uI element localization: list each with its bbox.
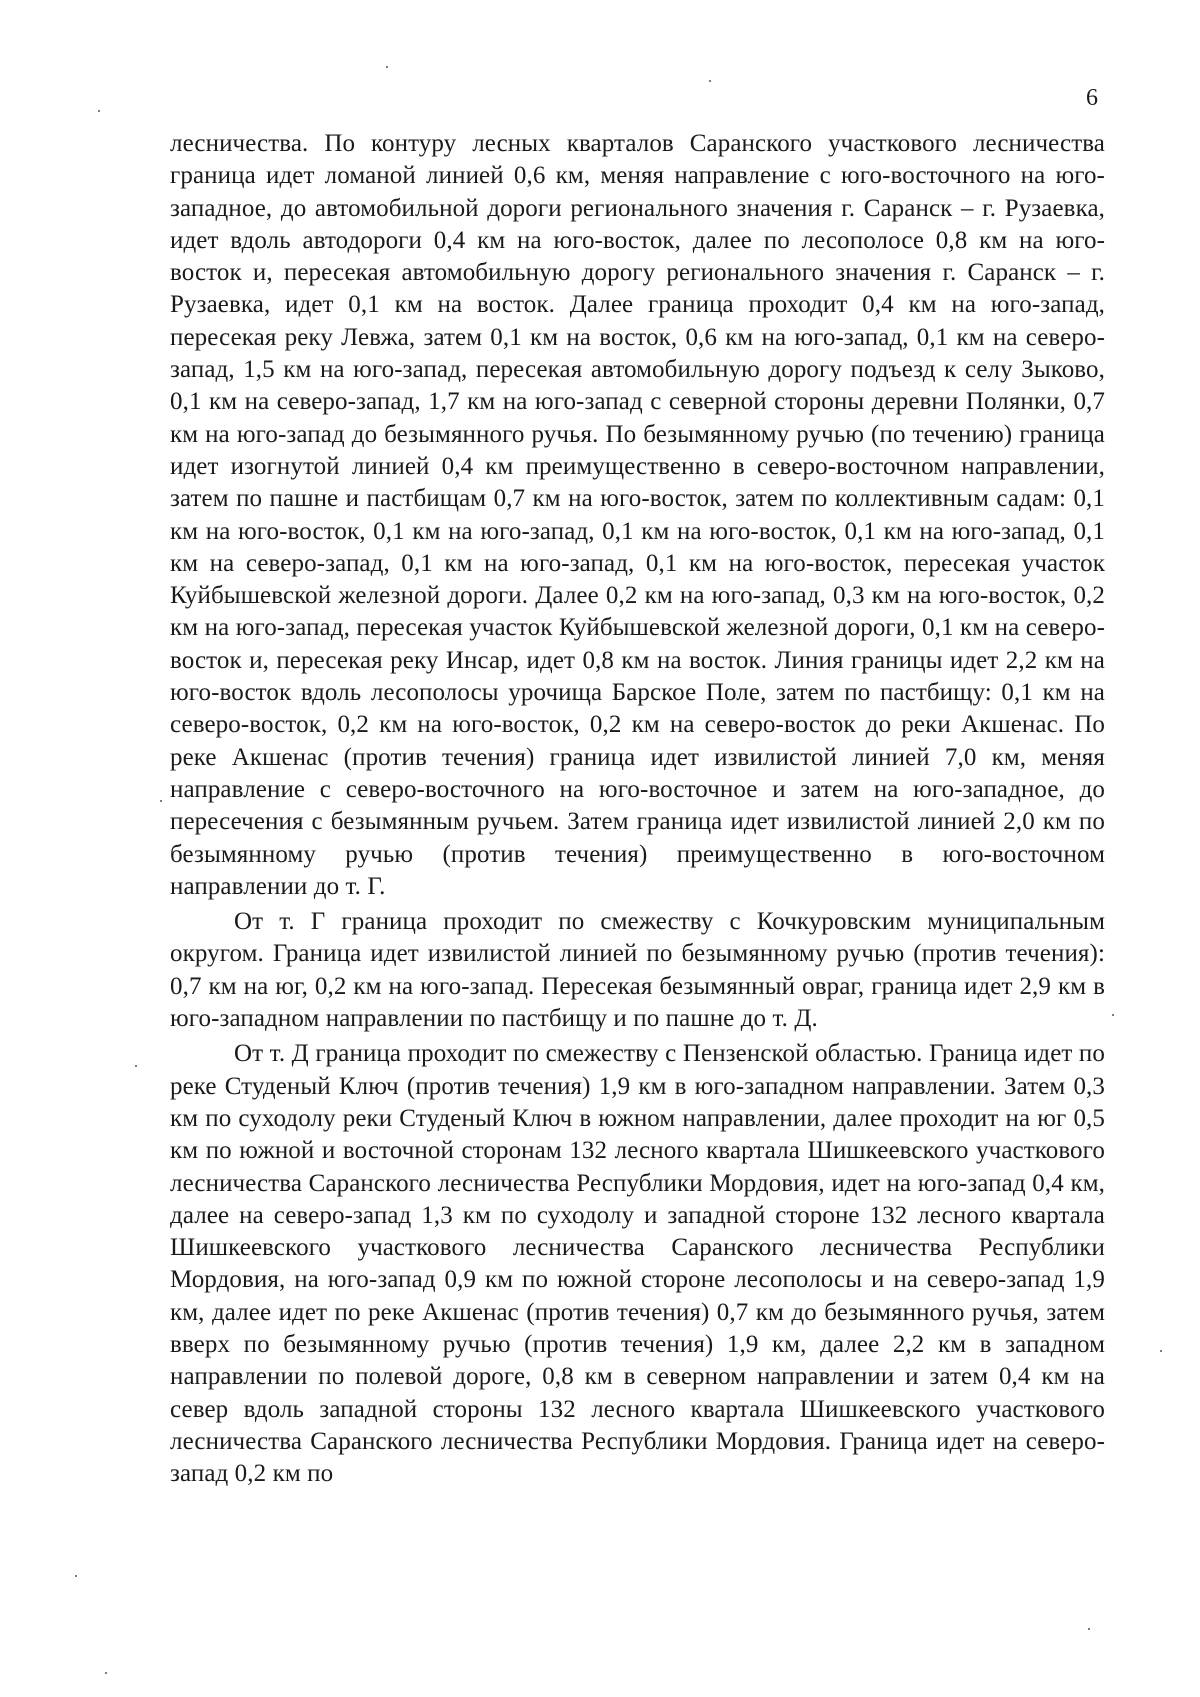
scan-speck	[1160, 1350, 1162, 1352]
paragraph-2: От т. Г граница проходит по смежеству с Кочкуровским муниципальным округом. Граница идет извилистой линией по безымянному ручью (против течения): 0,7 км на юг, 0,2 км на юго-запад. Пересекая безымянный овраг, граница идет 2,9 км в юго-западном направлении по пастбищу и по пашне до т. Д.	[170, 908, 1105, 1033]
scan-speck	[98, 110, 100, 112]
scan-speck	[709, 80, 711, 82]
paragraph-3: От т. Д граница проходит по смежеству с Пензенской областью. Граница идет по реке Студеный Ключ (против течения) 1,9 км в юго-западном направлении. Затем 0,3 км по суходолу реки Студеный Ключ в южном направлении, далее проходит на юг 0,5 км по южной и восточной сторонам 132 лесного квартала Шишкеевского участкового лесничества Саранского лесничества Республики Мордовия, идет на юго-запад 0,4 км, далее на северо-запад 1,3 км по суходолу и западной стороне 132 лесного квартала Шишкеевского участкового лесничества Саранского лесничества Республики Мордовия, на юго-запад 0,9 км по южной стороне лесополосы и на северо-запад 1,9 км, далее идет по реке Акшенас (против течения) 0,7 км до безымянного ручья, затем вверх по безымянному ручью (против течения) 1,9 км, далее 2,2 км в западном направлении по полевой дороге, 0,8 км в северном направлении и затем 0,4 км на север вдоль западной стороны 132 лесного квартала Шишкеевского участкового лесничества Саранского лесничества Республики Мордовия. Граница идет на северо-запад 0,2 км по	[170, 1040, 1105, 1488]
page-number: 6	[1086, 85, 1098, 111]
scan-speck	[1112, 1014, 1114, 1016]
scan-speck	[1088, 1628, 1090, 1630]
paragraph-1: лесничества. По контуру лесных кварталов Саранского участкового лесничества граница идет ломаной линией 0,6 км, меняя направление с юго-восточного на юго-западное, до автомобильной дороги регионального значения г. Саранск – г. Рузаевка, идет вдоль автодороги 0,4 км на юго-восток, далее по лесополосе 0,8 км на юго-восток и, пересекая автомобильную дорогу регионального значения г. Саранск – г. Рузаевка, идет 0,1 км на восток. Далее граница проходит 0,4 км на юго-запад, пересекая реку Левжа, затем 0,1 км на восток, 0,6 км на юго-запад, 0,1 км на северо-запад, 1,5 км на юго-запад, пересекая автомобильную дорогу подъезд к селу Зыково, 0,1 км на северо-запад, 1,7 км на юго-запад с северной стороны деревни Полянки, 0,7 км на юго-запад до безымянного ручья. По безымянному ручью (по течению) граница идет изогнутой линией 0,4 км преимущественно в северо-восточном направлении, затем по пашне и пастбищам 0,7 км на юго-восток, затем по коллективным садам: 0,1 км на юго-восток, 0,1 км на юго-запад, 0,1 км на юго-восток, 0,1 км на юго-запад, 0,1 км на северо-запад, 0,1 км на юго-запад, 0,1 км на юго-восток, пересекая участок Куйбышевской железной дороги. Далее 0,2 км на юго-запад, 0,3 км на юго-восток, 0,2 км на юго-запад, пересекая участок Куйбышевской железной дороги, 0,1 км на северо-восток и, пересекая реку Инсар, идет 0,8 км на восток. Линия границы идет 2,2 км на юго-восток вдоль лесополосы урочища Барское Поле, затем по пастбищу: 0,1 км на северо-восток, 0,2 км на юго-восток, 0,2 км на северо-восток до реки Акшенас. По реке Акшенас (против течения) граница идет извилистой линией 7,0 км, меняя направление с северо-восточного на юго-восточное и затем на юго-западное, до пересечения с безымянным ручьем. Затем граница идет извилистой линией 2,0 км по безымянному ручью (против течения) преимущественно в юго-восточном направлении до т. Г.	[170, 130, 1105, 900]
scan-speck	[135, 1065, 137, 1067]
scan-speck	[160, 800, 162, 802]
scan-speck	[75, 1575, 77, 1577]
document-body	[170, 128, 1105, 1490]
scan-speck	[105, 1672, 107, 1674]
scan-speck	[386, 66, 388, 68]
